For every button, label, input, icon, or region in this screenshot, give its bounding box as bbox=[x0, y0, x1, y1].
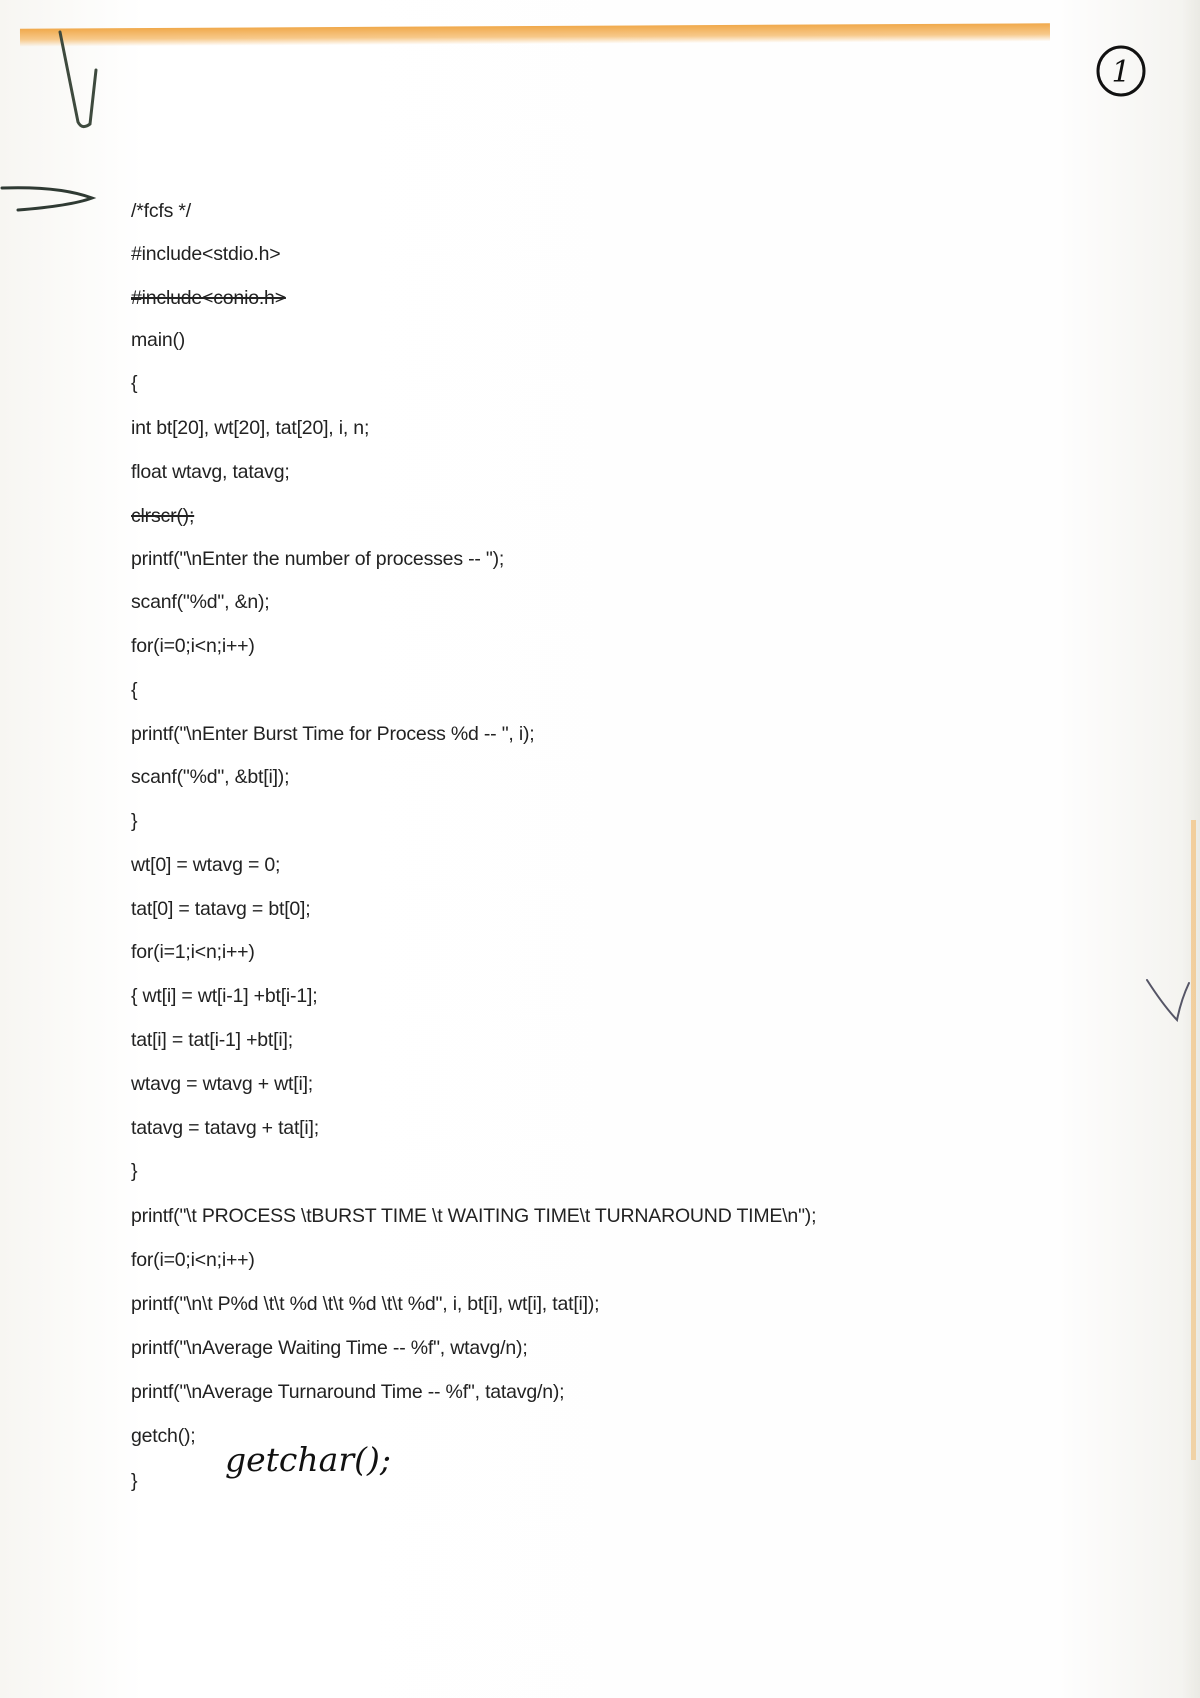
page-number-circle bbox=[1095, 42, 1147, 98]
code-line: printf("\nEnter Burst Time for Process %d -- ", i); bbox=[131, 723, 535, 745]
code-line: wt[0] = wtavg = 0; bbox=[131, 854, 281, 876]
code-line: for(i=0;i<n;i++) bbox=[131, 1249, 255, 1271]
code-line: #include<stdio.h> bbox=[131, 243, 281, 265]
check-tick-icon bbox=[1145, 975, 1195, 1035]
code-line: tat[0] = tatavg = bt[0]; bbox=[131, 898, 311, 920]
code-line: } bbox=[131, 1470, 138, 1492]
code-line: { bbox=[131, 679, 138, 701]
code-line: scanf("%d", &bt[i]); bbox=[131, 766, 290, 788]
code-line: printf("\nAverage Waiting Time -- %f", wtavg/n); bbox=[131, 1337, 528, 1359]
code-line: for(i=0;i<n;i++) bbox=[131, 635, 255, 657]
paper-clip-icon bbox=[50, 30, 110, 130]
code-line: { bbox=[131, 372, 138, 394]
code-line: scanf("%d", &n); bbox=[131, 591, 270, 613]
code-line: } bbox=[131, 1160, 138, 1182]
code-line: int bt[20], wt[20], tat[20], i, n; bbox=[131, 417, 370, 439]
code-line: tatavg = tatavg + tat[i]; bbox=[131, 1117, 319, 1139]
pen-stroke-mark bbox=[0, 180, 100, 230]
code-line: { wt[i] = wt[i-1] +bt[i-1]; bbox=[131, 985, 318, 1007]
code-line: printf("\t PROCESS \tBURST TIME \t WAITING TIME\t TURNAROUND TIME\n"); bbox=[131, 1205, 817, 1227]
code-line: for(i=1;i<n;i++) bbox=[131, 941, 255, 963]
code-line: tat[i] = tat[i-1] +bt[i]; bbox=[131, 1029, 293, 1051]
code-line: float wtavg, tatavg; bbox=[131, 461, 290, 483]
code-line: } bbox=[131, 810, 138, 832]
code-line: wtavg = wtavg + wt[i]; bbox=[131, 1073, 314, 1095]
code-line: printf("\nEnter the number of processes -- "); bbox=[131, 548, 505, 570]
code-line: printf("\nAverage Turnaround Time -- %f", tatavg/n); bbox=[131, 1381, 565, 1403]
code-line: getch(); bbox=[131, 1425, 196, 1447]
code-line-struck: clrscr(); bbox=[131, 505, 195, 527]
code-line-struck: #include<conio.h> bbox=[131, 287, 286, 309]
handwritten-correction: getchar(); bbox=[225, 1440, 391, 1479]
code-line: printf("\n\t P%d \t\t %d \t\t %d \t\t %d", i, bt[i], wt[i], tat[i]); bbox=[131, 1293, 600, 1315]
code-line: main() bbox=[131, 329, 186, 351]
code-line: /*fcfs */ bbox=[131, 200, 191, 222]
page-number-text: 1 bbox=[1111, 55, 1131, 90]
orange-top-band bbox=[20, 23, 1050, 46]
orange-edge-mark bbox=[1191, 820, 1196, 1460]
